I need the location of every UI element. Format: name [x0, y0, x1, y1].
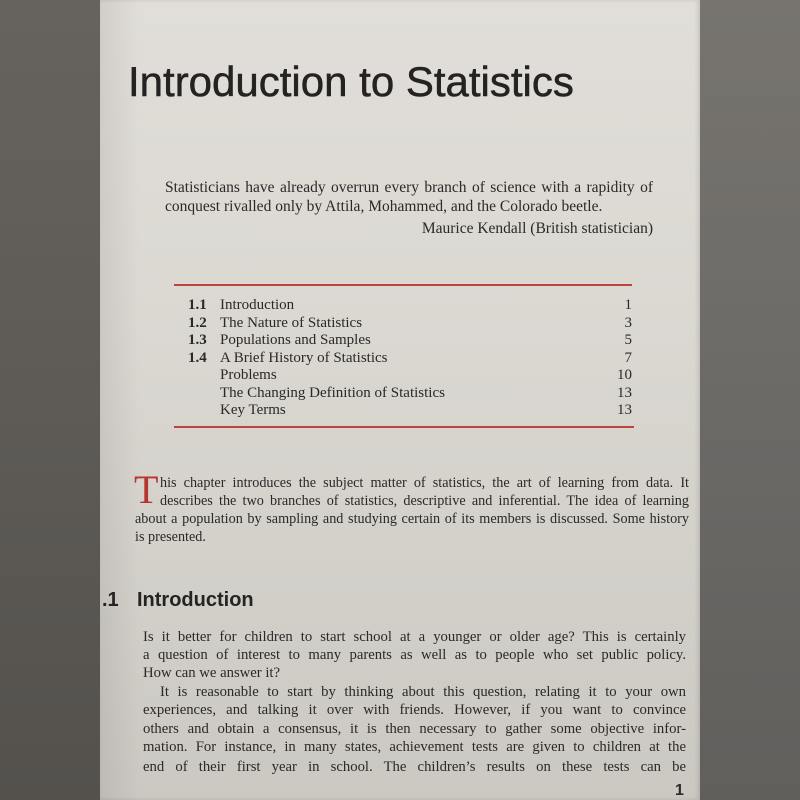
body-line: Is it better for children to start school at a younger or older age? This is certainly: [143, 628, 686, 645]
body-line: experiences, and talking it over with friends. However, if you want to convince: [143, 701, 686, 718]
section-title: Introduction: [137, 589, 254, 611]
toc-title: The Changing Definition of Statistics: [220, 385, 445, 402]
toc-title: Key Terms: [220, 402, 286, 419]
section-number: .1: [102, 589, 119, 611]
toc-number: 1.3: [188, 332, 207, 349]
contents-bottom-rule: [174, 426, 634, 428]
toc-row: [188, 297, 632, 315]
toc-number: 1.2: [188, 315, 207, 332]
overview-line: his chapter introduces the subject matter of statistics, the art of learning from data. It: [160, 475, 689, 491]
page-number: 1: [675, 782, 684, 799]
toc-page: 5: [624, 332, 632, 349]
background-surface-left: [0, 0, 100, 800]
toc-title: A Brief History of Statistics: [220, 350, 388, 367]
toc-row: [188, 350, 632, 368]
toc-title: Populations and Samples: [220, 332, 371, 349]
body-line: others and obtain a consensus, it is then necessary to gather some objective infor-: [143, 720, 686, 737]
epigraph-line: conquest rivalled only by Attila, Mohammed, and the Colorado beetle.: [165, 197, 603, 215]
toc-row: [188, 332, 632, 350]
toc-page: 3: [624, 315, 632, 332]
toc-page: 13: [617, 385, 632, 402]
epigraph-line: Statisticians have already overrun every branch of science with a rapidity of: [165, 178, 653, 196]
toc-title: Problems: [220, 367, 277, 384]
toc-row: [188, 385, 632, 403]
toc-page: 1: [624, 297, 632, 314]
toc-page: 13: [617, 402, 632, 419]
drop-cap: T: [134, 467, 159, 512]
toc-title: The Nature of Statistics: [220, 315, 363, 332]
toc-row: [188, 367, 632, 385]
body-line: end of their first year in school. The children’s results on these tests can be: [143, 758, 686, 775]
body-line: a question of interest to many parents as well as to people who set public policy.: [143, 646, 686, 663]
contents-top-rule: [174, 284, 632, 286]
background-surface-right: [700, 0, 800, 800]
toc-row: [188, 402, 632, 420]
body-line: mation. For instance, in many states, achievement tests are given to children at the: [143, 738, 686, 755]
book-page: [100, 0, 700, 800]
epigraph-attribution: Maurice Kendall (British statistician): [421, 219, 653, 237]
overview-line: is presented.: [135, 529, 206, 545]
overview-line: describes the two branches of statistics, descriptive and inferential. The idea of learning: [160, 493, 689, 509]
overview-line: about a population by sampling and studying certain of its members is discussed. Some history: [135, 511, 689, 527]
body-line: How can we answer it?: [143, 664, 281, 681]
toc-page: 7: [624, 350, 632, 367]
toc-row: [188, 315, 632, 333]
toc-number: 1.1: [188, 297, 207, 314]
toc-page: 10: [617, 367, 632, 384]
toc-title: Introduction: [220, 297, 295, 314]
toc-number: 1.4: [188, 350, 207, 367]
chapter-title: Introduction to Statistics: [128, 58, 574, 105]
body-line: It is reasonable to start by thinking about this question, relating it to your own: [160, 683, 686, 700]
